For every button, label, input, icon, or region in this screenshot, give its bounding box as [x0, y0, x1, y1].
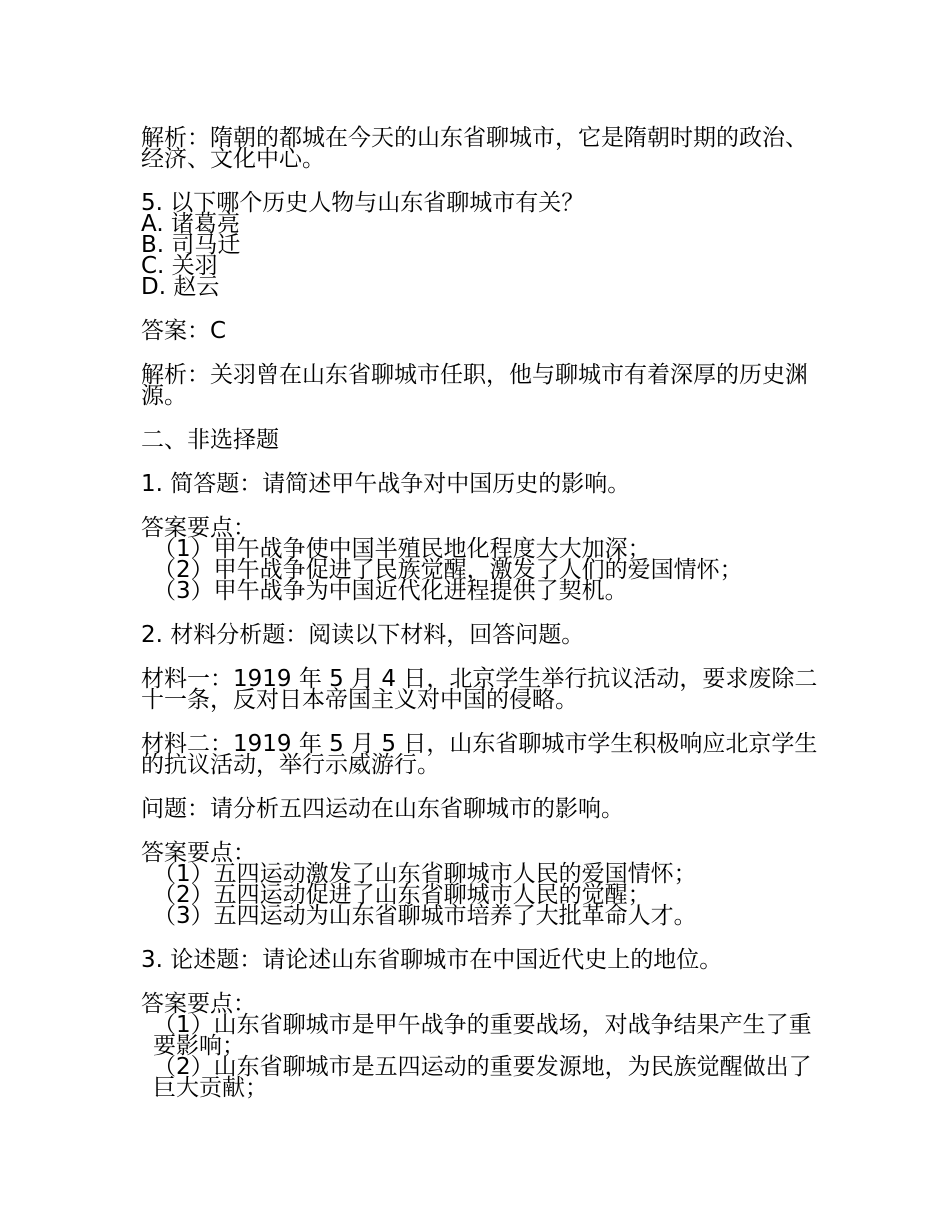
q2-title: 2. 材料分析题：阅读以下材料，回答问题。: [141, 622, 585, 648]
q2-point-3: （3）五四运动为山东省聊城市培养了大批革命人才。: [153, 903, 697, 929]
q5-option-d: D. 赵云: [141, 274, 220, 300]
document-page: [141, 125, 821, 1122]
q5-answer: 答案：C: [141, 318, 227, 344]
q5-option-a: A. 诸葛亮: [141, 211, 240, 237]
q1-title: 1. 简答题：请简述甲午战争对中国历史的影响。: [141, 471, 631, 497]
q5-analysis: 解析：关羽曾在山东省聊城市任职，他与聊城市有着深厚的历史渊源。: [141, 362, 808, 409]
q2-question: 问题：请分析五四运动在山东省聊城市的影响。: [141, 796, 624, 822]
q1-point-3: （3）甲午战争为中国近代化进程提供了契机。: [153, 578, 628, 604]
q5-stem: 5. 以下哪个历史人物与山东省聊城市有关？: [141, 190, 585, 216]
q2-answer-points: [141, 840, 821, 929]
q1-answer-points: [141, 515, 821, 604]
q3-points-label: 答案要点：: [141, 991, 256, 1017]
question-5: [141, 190, 821, 300]
q5-option-b: B. 司马迁: [141, 232, 241, 258]
q1-points-label: 答案要点：: [141, 515, 256, 541]
q4-analysis: 解析：隋朝的都城在今天的山东省聊城市，它是隋朝时期的政治、经济、文化中心。: [141, 125, 808, 172]
section-title: 二、非选择题: [141, 427, 279, 453]
q2-points-label: 答案要点：: [141, 840, 256, 866]
q2-material-1: 材料一：1919 年 5 月 4 日，北京学生举行抗议活动，要求废除二十一条，反对日本帝国主义对中国的侵略。: [141, 666, 818, 713]
q1-point-1: （1）甲午战争使中国半殖民地化程度大大加深；: [153, 536, 651, 562]
q2-point-2: （2）五四运动促进了山东省聊城市人民的觉醒；: [153, 882, 651, 908]
q3-title: 3. 论述题：请论述山东省聊城市在中国近代史上的地位。: [141, 947, 723, 973]
q2-point-1: （1）五四运动激发了山东省聊城市人民的爱国情怀；: [153, 861, 697, 887]
q3-point-1: （1）山东省聊城市是甲午战争的重要战场，对战争结果产生了重要影响；: [153, 1012, 812, 1059]
q3-point-2: （2）山东省聊城市是五四运动的重要发源地，为民族觉醒做出了巨大贡献；: [153, 1054, 812, 1101]
q2-material-2: 材料二：1919 年 5 月 5 日，山东省聊城市学生积极响应北京学生的抗议活动，举行示威游行。: [141, 731, 818, 778]
q1-point-2: （2）甲午战争促进了民族觉醒，激发了人们的爱国情怀；: [153, 557, 743, 583]
q5-option-c: C. 关羽: [141, 253, 218, 279]
q3-answer-points: [141, 991, 821, 1101]
